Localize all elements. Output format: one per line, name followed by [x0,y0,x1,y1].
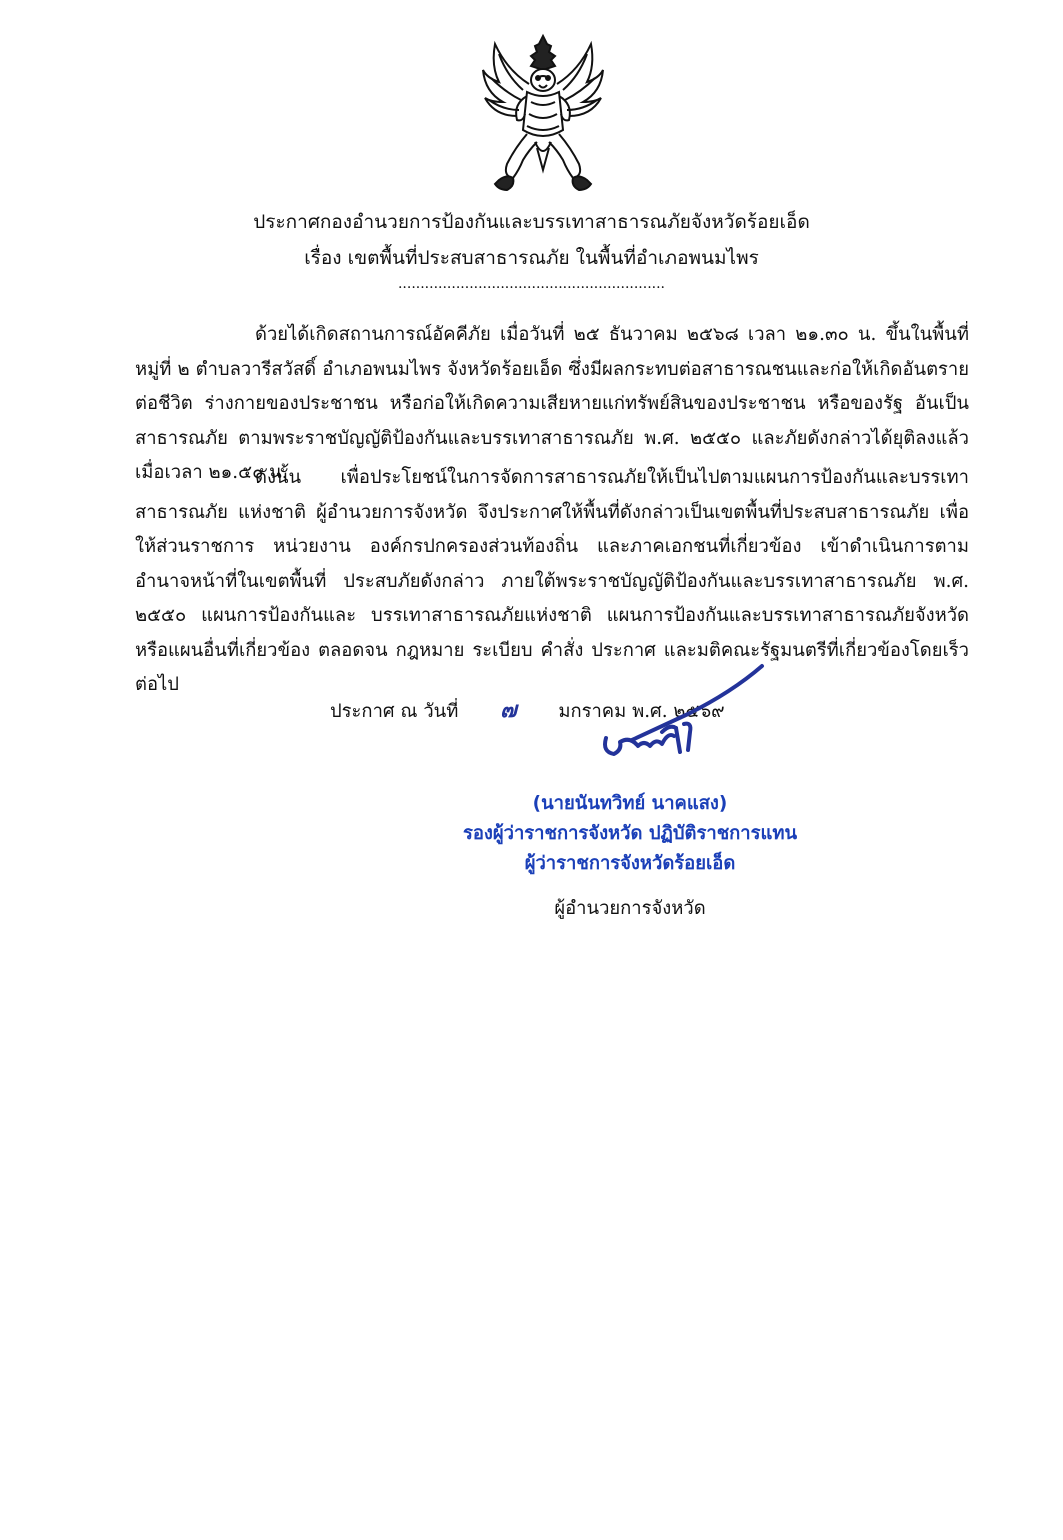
date-prefix: ประกาศ ณ วันที่ [330,701,459,722]
paragraph-1-text: ด้วยได้เกิดสถานการณ์อัคคีภัย เมื่อวันที่ ๒๕ ธันวาคม ๒๕๖๘ เวลา ๒๑.๓๐ น. ขึ้นในพื้นที่ หมู่ที่ ๒ ตำบลวารีสวัสดิ์ อำเภอพนมไพร จังหวัดร้อยเอ็ด ซึ่งมีผลกระทบต่อสาธารณชนและก่อให้เกิดอันตรายต่อชีวิต ร่างกายของประชาชน หรือก่อให้เกิดความเสียหายแก่ทรัพย์สินของประชาชน หรือของรัฐ อันเป็นสาธารณภัย ตามพระราชบัญญัติป้องกันและบรรเทาสาธารณภัย พ.ศ. ๒๕๕๐ และภัยดังกล่าวได้ยุติลงแล้ว เมื่อเวลา ๒๑.๕๐ น. [135,324,969,483]
paragraph-2-text: ดังนั้น เพื่อประโยชน์ในการจัดการสาธารณภัยให้เป็นไปตามแผนการป้องกันและบรรเทาสาธารณภัย แห่งชาติ ผู้อำนวยการจังหวัด จึงประกาศให้พื้นที่ดังกล่าวเป็นเขตพื้นที่ประสบสาธารณภัย เพื่อให้ส่วนราชการ หน่วยงาน องค์กรปกครองส่วนท้องถิ่น และภาคเอกชนที่เกี่ยวข้อง เข้าดำเนินการตามอำนาจหน้าที่ในเขตพื้นที่ ประสบภัยดังกล่าว ภายใต้พระราชบัญญัติป้องกันและบรรเทาสาธารณภัย พ.ศ. ๒๕๕๐ แผนการป้องกันและ บรรเทาสาธารณภัยแห่งชาติ แผนการป้องกันและบรรเทาสาธารณภัยจังหวัด หรือแผนอื่นที่เกี่ยวข้อง ตลอดจน กฎหมาย ระเบียบ คำสั่ง ประกาศ และมติคณะรัฐมนตรีที่เกี่ยวข้องโดยเร็วต่อไป [135,467,969,695]
announcement-subject: เรื่อง เขตพื้นที่ประสบสาธารณภัย ในพื้นที่อำเภอพนมไพร [304,247,759,269]
signer-position-1: รองผู้ว่าราชการจังหวัด ปฏิบัติราชการแทน [462,823,798,844]
signer-position-2: ผู้ว่าราชการจังหวัดร้อยเอ็ด [524,853,736,874]
date-day-handwritten: ๗ [500,698,517,723]
date-month-year: มกราคม พ.ศ. ๒๕๖๙ [558,701,725,722]
separator-line: ............................................................ [397,276,665,292]
announcement-title: ประกาศกองอำนวยการป้องกันและบรรเทาสาธารณภัยจังหวัดร้อยเอ็ด [253,211,810,233]
handwritten-signature [592,662,782,762]
signer-role: ผู้อำนวยการจังหวัด [554,898,706,919]
garuda-emblem [477,30,609,200]
body-paragraph-2 [135,461,969,703]
signer-name: (นายนันทวิทย์ นาคแสง) [532,793,728,814]
